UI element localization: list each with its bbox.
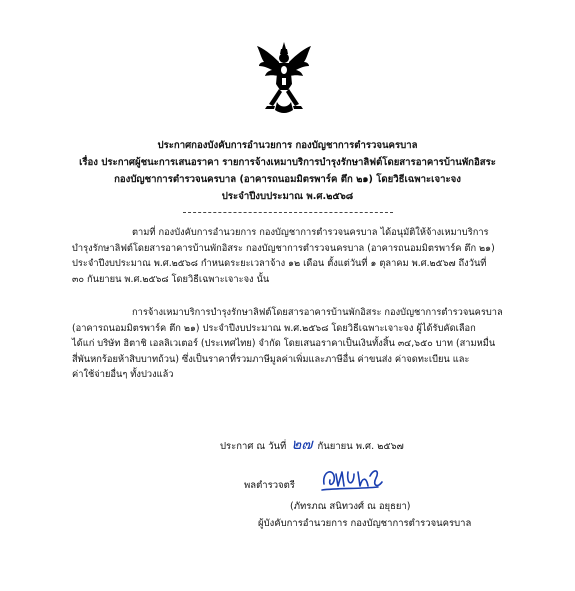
- paragraph-line: บำรุงรักษาลิฟต์โดยสารอาคารบ้านพักอิสระ กองบัญชาการตำรวจนครบาล (อาคารถนอมมิตรพาร์ค ตึก ๒๑): [72, 242, 495, 254]
- fiscal-year-line: ประจำปีงบประมาณ พ.ศ.๒๕๖๘: [221, 191, 354, 202]
- garuda-emblem-icon: [255, 40, 313, 116]
- announcement-title: ประกาศกองบังคับการอำนวยการ กองบัญชาการตำรวจนครบาล: [157, 140, 418, 151]
- paragraph-2: [72, 305, 503, 383]
- paragraph-line: สี่พันหกร้อยห้าสิบบาทถ้วน) ซึ่งเป็นราคาที่รวมภาษีมูลค่าเพิ่มและภาษีอื่น ค่าขนส่ง ค่าจดทะเบียน และ: [72, 353, 470, 365]
- paragraph-line: การจ้างเหมาบริการบำรุงรักษาลิฟต์โดยสารอาคารบ้านพักอิสระ กองบัญชาการตำรวจนครบาล: [132, 307, 503, 318]
- announce-prefix: ประกาศ ณ วันที่: [220, 441, 287, 452]
- divider: [183, 212, 393, 213]
- paragraph-line: ประจำปีงบประมาณ พ.ศ.๒๕๖๘ กำหนดระยะเวลาจ้าง ๑๒ เดือน ตั้งแต่วันที่ ๑ ตุลาคม พ.ศ.๒๕๖๗ ถึงวันที่: [72, 258, 487, 269]
- paragraph-line: ได้แก่ บริษัท ฮิตาชิ เอลลิเวเตอร์ (ประเทศไทย) จำกัด โดยเสนอราคาเป็นเงินทั้งสิ้น ๓๔,๖๕๐ บาท (สามหมื่น: [72, 338, 496, 349]
- paragraph-line: (อาคารถนอมมิตรพาร์ค ตึก ๒๑) ประจำปีงบประมาณ พ.ศ.๒๕๖๘ โดยวิธีเฉพาะเจาะจง ผู้ได้รับคัดเลือก: [72, 322, 476, 334]
- signatory-name: (ภัทรภณ สนิทวงศ์ ณ อยุธยา): [290, 501, 411, 512]
- announce-suffix: กันยายน พ.ศ. ๒๕๖๗: [317, 441, 404, 452]
- paragraph-1: [72, 225, 495, 287]
- paragraph-line: ค่าใช้จ่ายอื่นๆ ทั้งปวงแล้ว: [72, 369, 174, 380]
- handwritten-signature: [318, 462, 386, 496]
- paragraph-line: ตามที่ กองบังคับการอำนวยการ กองบัญชาการตำรวจนครบาล ได้อนุมัติให้จ้างเหมาบริการ: [132, 227, 489, 238]
- paragraph-line: ๓๐ กันยายน พ.ศ.๒๕๖๘ โดยวิธีเฉพาะเจาะจง นั้น: [72, 273, 270, 285]
- subject-line-2: กองบัญชาการตำรวจนครบาล (อาคารถนอมมิตรพาร์ค ตึก ๒๑) โดยวิธีเฉพาะเจาะจง: [114, 174, 461, 185]
- handwritten-day: ๒๗: [291, 435, 313, 453]
- signature-rank: พลตำรวจตรี: [244, 480, 295, 491]
- subject-line: เรื่อง ประกาศผู้ชนะการเสนอราคา รายการจ้างเหมาบริการบำรุงรักษาลิฟต์โดยสารอาคารบ้านพักอิสระ: [79, 157, 496, 168]
- signatory-position: ผู้บังคับการอำนวยการ กองบัญชาการตำรวจนครบาล: [258, 518, 472, 529]
- announce-date: [220, 432, 404, 456]
